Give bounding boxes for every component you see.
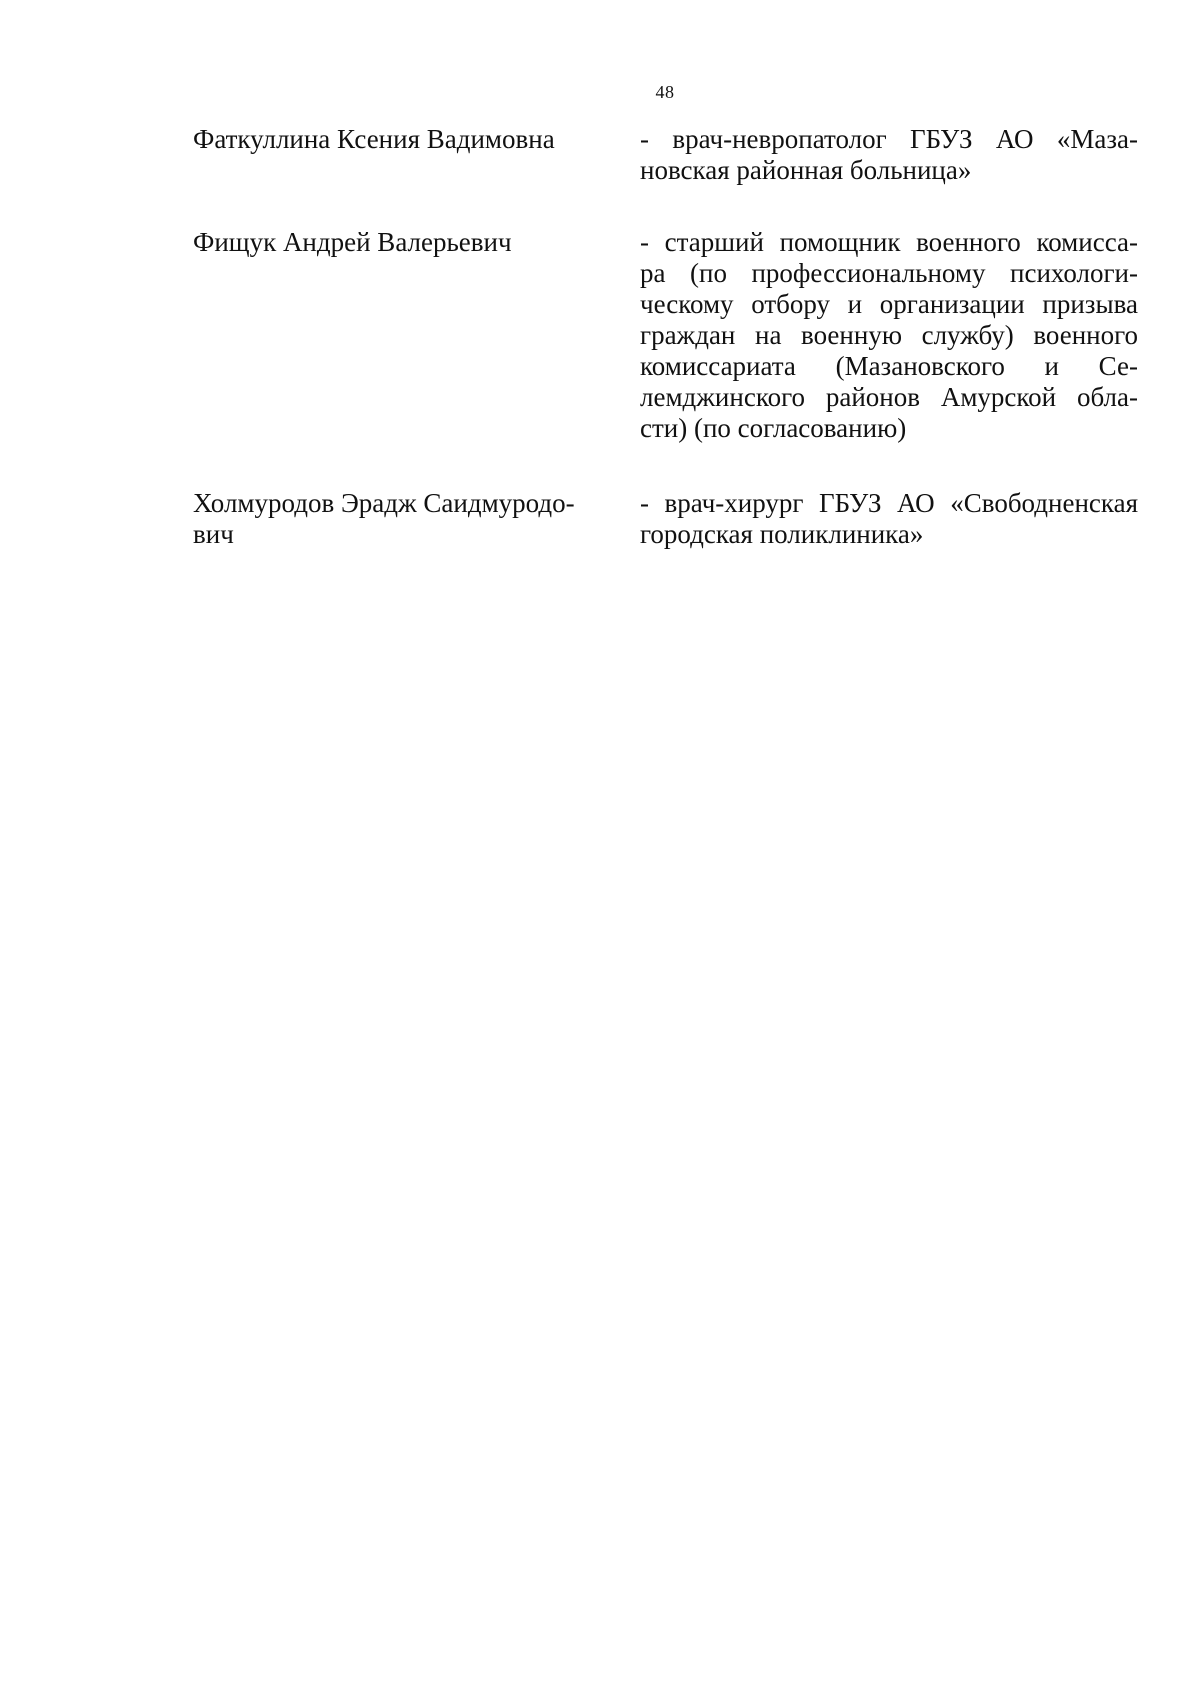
commission-members-list [193,124,1141,578]
member-position-line: - старший помощник военного комисса- [640,227,1138,257]
member-position-line: - врач-хирург ГБУЗ АО «Свободненская [640,488,1138,518]
member-position [640,227,1138,444]
member-position-line: новская районная больница» [640,155,972,185]
member-name-line: Фаткуллина Ксения Вадимовна [193,124,555,154]
member-position-line: лемджинского районов Амурской обла- [640,382,1138,412]
member-position-line: ра (по профессиональному психологи- [640,258,1138,288]
member-position-line: комиссариата (Мазановского и Се- [640,351,1138,381]
member-position [640,124,1138,186]
member-position-line: ческому отбору и организации призыва [640,289,1138,319]
member-entry [193,488,1141,578]
member-name-line: вич [193,519,234,549]
member-position-line: сти) (по согласованию) [640,413,907,443]
member-position-line: - врач-невропатолог ГБУЗ АО «Маза- [640,124,1138,154]
member-name-line: Фищук Андрей Валерьевич [193,227,512,257]
member-entry [193,124,1141,227]
member-name [193,227,588,258]
member-name-line: Холмуродов Эрадж Саидмуродо- [193,488,575,518]
member-position-line: городская поликлиника» [640,519,924,549]
member-position-line: граждан на военную службу) военного [640,320,1138,350]
member-name [193,488,588,550]
member-position [640,488,1138,550]
page-number: 48 [655,82,675,102]
member-name [193,124,588,155]
member-entry [193,227,1141,488]
